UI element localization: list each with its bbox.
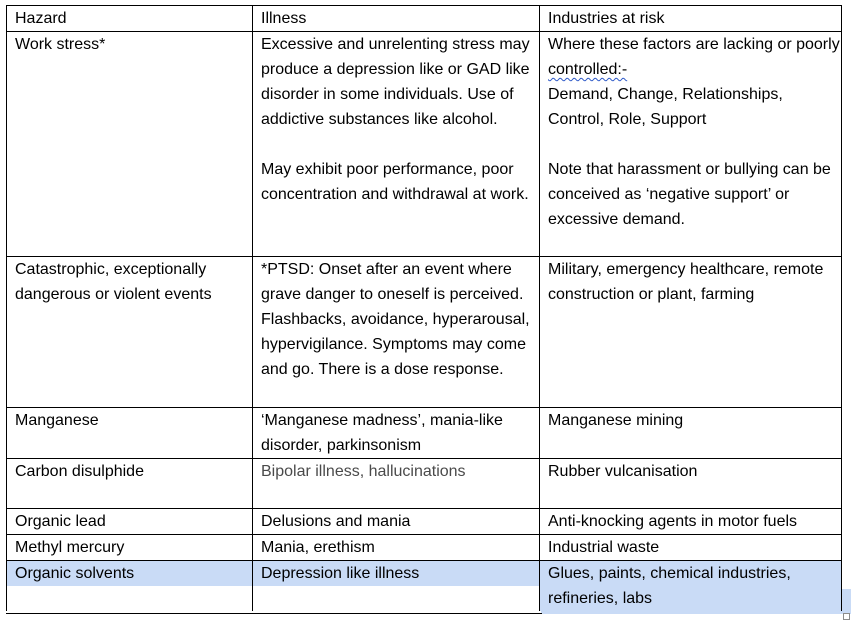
header-industries-label: Industries at risk	[548, 10, 665, 27]
industries-text: Anti-knocking agents in motor fuels	[548, 513, 798, 530]
hazard-text: Carbon disulphide	[15, 463, 144, 480]
industries-text: Industrial waste	[548, 539, 660, 556]
cell-industries[interactable]	[540, 32, 842, 257]
cell-hazard[interactable]	[7, 257, 253, 408]
cell-industries[interactable]	[540, 535, 842, 561]
hazard-text: Organic lead	[15, 513, 106, 530]
cell-illness[interactable]	[253, 459, 540, 509]
cell-industries[interactable]	[540, 509, 842, 535]
header-hazard-label: Hazard	[15, 10, 67, 27]
industries-intro-text: Where these factors are lacking or poorly	[548, 36, 840, 53]
table-row	[7, 408, 842, 459]
table-row	[7, 509, 842, 535]
cell-illness[interactable]	[253, 408, 540, 459]
industries-note: Note that harassment or bullying can be conceived as ‘negative support’ or excessive demand.	[548, 161, 831, 228]
industries-text: Glues, paints, chemical industries, refineries, labs	[548, 565, 791, 607]
header-hazard[interactable]	[7, 6, 253, 32]
table-row	[7, 32, 842, 257]
table-bottom-border	[6, 613, 542, 614]
illness-text: Bipolar illness, hallucinations	[261, 463, 466, 480]
industries-intro	[548, 32, 841, 82]
table-header-row	[7, 6, 842, 32]
hazards-table	[6, 5, 842, 611]
table-row-selected	[7, 561, 842, 612]
hazard-text: Catastrophic, exceptionally dangerous or violent events	[15, 261, 212, 303]
table-row	[7, 459, 842, 509]
cell-industries[interactable]	[540, 459, 842, 509]
cell-hazard[interactable]	[7, 535, 253, 561]
illness-paragraph: Excessive and unrelenting stress may produce a depression like or GAD like disorder in some individuals. Use of addictive substances like alcohol.	[261, 36, 530, 128]
cell-illness[interactable]	[253, 32, 540, 257]
hazard-text: Manganese	[15, 412, 99, 429]
spellcheck-flagged-word[interactable]: controlled:-	[548, 61, 628, 78]
industries-text: Military, emergency healthcare, remote construction or plant, farming	[548, 261, 824, 303]
header-illness-label: Illness	[261, 10, 307, 27]
illness-paragraph: May exhibit poor performance, poor concentration and withdrawal at work.	[261, 161, 529, 203]
illness-text: Mania, erethism	[261, 539, 375, 556]
hazard-text: Organic solvents	[15, 565, 135, 582]
cell-illness[interactable]	[253, 257, 540, 408]
cell-hazard[interactable]	[7, 509, 253, 535]
cell-industries[interactable]	[540, 257, 842, 408]
cell-hazard[interactable]	[7, 561, 253, 612]
cell-hazard[interactable]	[7, 32, 253, 257]
illness-text: Delusions and mania	[261, 513, 411, 530]
cell-illness[interactable]	[253, 509, 540, 535]
cell-illness[interactable]	[253, 535, 540, 561]
cell-illness[interactable]	[253, 561, 540, 612]
industries-factors: Demand, Change, Relationships, Control, Role, Support	[548, 86, 783, 128]
industries-text: Manganese mining	[548, 412, 684, 429]
header-industries[interactable]	[540, 6, 842, 32]
illness-text: Depression like illness	[261, 565, 420, 582]
cell-industries[interactable]	[540, 408, 842, 459]
table-resize-handle[interactable]	[843, 613, 850, 620]
cell-hazard[interactable]	[7, 408, 253, 459]
table-row	[7, 257, 842, 408]
hazard-text: Work stress*	[15, 36, 106, 53]
header-illness[interactable]	[253, 6, 540, 32]
illness-text: ‘Manganese madness’, mania-like disorder, parkinsonism	[261, 412, 503, 454]
industries-text: Rubber vulcanisation	[548, 463, 698, 480]
cell-industries[interactable]	[540, 561, 842, 612]
cell-hazard[interactable]	[7, 459, 253, 509]
table-row	[7, 535, 842, 561]
illness-text: *PTSD: Onset after an event where grave danger to oneself is perceived. Flashbacks, avoidance, hyperarousal, hypervigilance. Symptoms may come and go. There is a dose response.	[261, 261, 530, 378]
hazard-text: Methyl mercury	[15, 539, 125, 556]
